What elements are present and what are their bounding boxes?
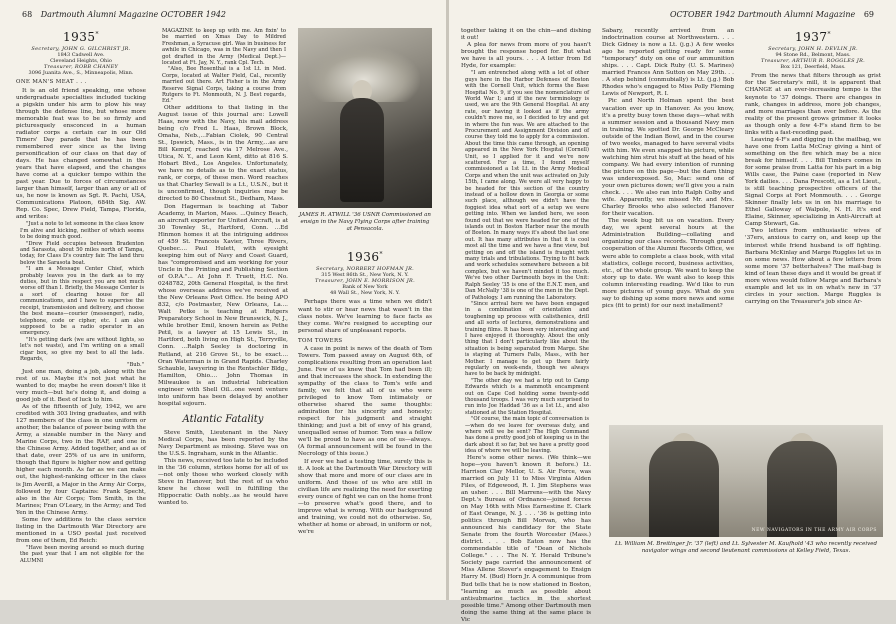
paragraph: Perhaps there was a time when we didn't want to stir or hear news that wasn't in the class notes. We've learning to face facts as they come. We're resigned to accepting our personal share of unpleasant reports. <box>298 299 432 334</box>
right-page-number: 69 <box>863 10 874 19</box>
quote-paragraph: "I am a Message Center Chief, which probably leaves you in the dark as to my duties, but in this respect you are not much worse off than I. Briefly, the Message Center is a sort of clearing house for all communications, and I have to supervise the receipt, transmission and delivery, and choose the best means—courier (messenger), radio, telephone, code or cipher, etc. I am also supposed to be a radio operator in an emergency. <box>20 266 144 337</box>
quote-paragraph: "Drew Field occupies between Bradenton and Sarasota, about 50 miles north of Tampa, today, for Class D's country fair. The land thru below the Sarasota boat. <box>20 240 144 266</box>
class-year-1935: 1935* <box>62 30 100 44</box>
quote-paragraph: "Just a note to let someone in the class know I'm alive and kicking, neither of which seems to be doing much good. <box>20 221 144 241</box>
class-officers-1935: Secretary, JOHN G. GILCHRIST JR. 1843 Cadwell Ave. Cleveland Heights, Ohio Treasurer, ROBB CHANEY 3096 Juanita Ave., S., Minneapolis, Minn. <box>28 46 134 77</box>
paragraph: Just one man, doing a job, along with the rest of us. Maybe it's not just what he wanted to do; maybe he even doesn't like it very much—but he's doing it, and doing a good job of it. Best of luck to him. <box>16 368 146 403</box>
paragraph: Here's some other news. (We think—we hope—you haven't known it before.) Lt. Harrison Clay Mellor, U. S. Air Force, was married on July 11 to Miss Virginia Alden Files, of Edgewood, R. I. Jim Stephens was an usher. . . . Bill Marrens—with the Navy Dept.'s Bureau of Ordnance—joined forces on May 16th with Miss Earnestine E. Clark of East Orange, N. J. . . . '36 is getting into politics through Bill Morvan, who has announced his candidacy for the State Senate from the fourth Worcester (Mass.) district. . . . Bob Eaton now has the commendable title of "Dean of Nichols College." . . . The N. Y. Herald Tribune's Society page carried the announcement of Miss Allene Stover's engagement to Ensign Harry M. (Bud) Horn Jr. A communique from Bud tells that he is now stationed in Boston, "learning as much as possible about antisubmarine tactics in the shortest possible time." Among other Dartmouth men doing the same thing at the same place is Vic <box>461 454 591 623</box>
paragraph: The week bug bit us on vacation. Every day, we spent several hours at the Administration Building—collating and organizing our class records. Through grand cooperation of the Alumni Records Office, we were able to complete a class book, with vital statistics, college record, business activities, etc., of the whole group. We want to keep the story up to date. We want also to keep this column interesting reading. We'd like to run more pictures of young guys. What do you say to dishing up some more news and some pics (fit to print) for our next installment? <box>602 218 734 309</box>
paragraph: together taking it on the chin—and dishing it out! <box>461 28 591 42</box>
paragraph: Don Hagerman is teaching at Tabor Academy, in Marion, Mass. ...Quincy Beach, an aircraft exporter for United Aircraft, is at 30 Townley St., Hartford, Conn. ...Ed Hinmon homes it at the intriguing address of 459 St. Francois Xavier, Three Rivers, Quebec.... Paul Hulett, with eyesight keeping him out of Navy and Coast Guard, has "compromised and am working for your Uncle in the Printing and Publishing Section of O.P.A."... At John F. Truett, H.C. No. 0248782, 20th General Hospital, is the first whose overseas address we've received at the New Orleans Post Office. He being APO 832, c/o Postmaster, New Orleans, La.... Walt Petke is teaching at Rutgers Preparatory School in New Brunswick, N. J., while brother Emil, known herein as Pethe Petil, is a lawyer at 15 Lewis St., in Hartford, both living on High St., Terryville, Conn. ...Ralph Seeley is doctoring in Rutland, at 216 Grove St., to be exact.... Oran Waterman is in Grand Rapids. Charley Schauble, lawyering in the Rentschler Bldg., Hamilton, Ohio.... John Thomas in Milwaukee is an industrial lubrication engineer with Shell Oil...one went venture into uniform has been delayed by another hospital sojourn. <box>158 203 288 407</box>
paragraph: A plea for news from more of you hasn't brought the response hoped for. But what we have is all yours. . . . A letter from Ed Hyde, for example: <box>461 42 591 70</box>
paragraph: Other additions to that listing in the August issue of this journal are: Lowell Haas, now with the Navy, his mail address being c/o Fred L. Haas, Brown Block, Omaha, Neb.,...Fabian Ciolek, 90 Central St., Ipswich, Mass., is in the Army,...as are Bill Kempf, reached via 17 Melrose Ave., Utica, N. Y., and Leon Kent, ditto at 816 S. Hobart Blvd., Los Angeles. Unfortunately, we have no details as to the exact status, rank, or corps, of these men. Word reaches us that Charley Sewall is a Lt., U.S.N., but it is unconfirmed, though inquiries may be directed to 80 Chestnut St., Dedham, Mass. <box>158 104 288 203</box>
right-page <box>449 0 896 623</box>
paragraph: If ever we had a testing time, surely this is it. A look at the Dartmouth War Directory will show that more and more of our class are in uniform. And those of us who are still in civilian life are realizing the need for exerting every ounce of fight we can on the home front—to preserve what's good there, and to improve what is wrong. With our background and training, we could not do otherwise. So, whether at home or abroad, in uniform or not, we're <box>298 458 432 535</box>
quote-paragraph: MAGAZINE to keep up with me. Am fixin' to be married on Xmas Day to Mildred Freshman, a Syracuse girl. Was in business for awhile in Chicago, was in the Navy and then I got drafted in the Army (Medical Dept.)—located at Ft. Jay, N. Y., rank Cpl. Tech. <box>162 28 286 67</box>
left-column-1 <box>16 28 146 594</box>
section-title-atlantic-fatality: Atlantic Fatality <box>182 413 264 425</box>
portrait-figure <box>340 98 384 202</box>
photo-new-navigators <box>609 425 883 537</box>
left-running-head <box>16 10 226 19</box>
right-running-head <box>670 10 880 19</box>
paragraph: It is an old friend speaking, one whose undergraduate specialties included tucking a pigskin under his arm to plow his way through the defense line, but whose more memorable feat was to be so firmly and picturesquely ensconced in a human radiator corps a certain car in our Old Timers' Day parade that he has been remembered ever since as the living personification of our class on that day of days. He has changed somewhat in the years that have elapsed, and the changes have come at a quicker tempo within the past year. Due to forces of circumstances larger than himself, larger than any or all of us, he now is known as Sgt. R. Pachi, USA, Communications Platoon, 684th Sig. AW. Rep. Co. Spec, Drew Field, Tampa, Florida, and writes: <box>16 87 146 221</box>
left-running-title: Dartmouth Alumni Magazine OCTOBER 1942 <box>40 10 227 19</box>
quote-paragraph: "Of course, the main topic of conversation is—when do we leave for overseas duty, and where will we be sent? The High Command has done a pretty good job of keeping us in the dark about it so far, but we have a pretty good idea of where we will be leaving. <box>465 416 589 455</box>
subhead-tom-towers: TOM TOWERS <box>298 337 343 344</box>
quote-paragraph: "The other day we had a trip out to Camp Edwards which is a mammoth encampment out on Cape Cod holding some twenty-odd thousand troops. I was very much surprised to run into Joe Haddad '36 as a 1st Lt., and also stationed at the Station Hospital. <box>465 377 589 416</box>
quote-paragraph: "Have been moving around so much during the past year that I am not eligible for the ALUMNI <box>20 544 144 564</box>
left-page <box>0 0 447 600</box>
paragraph: Some few additions to the class service listing in the Dartmouth War Directory are mentioned in a USO postal just received from one of them, Ed Reich: <box>16 516 146 544</box>
paragraph: A case in point is news of the death of Tom Towers. Tom passed away on August 6th, of complications resulting from an operation last June. Few of us knew that Tom had been ill; and that increases the shock. In extending the sympathy of the class to Tom's wife and family, we felt that all of us who were privileged to know Tom intimately or otherwise shared the same thoughts: admiration for his sincerity and honesty; respect for his judgment and straight thinking; and just a bit of envy of his grand, unequalled sense of humor. Tom was a fellow we'll be proud to have as one of us—always. (A formal announcement will be found in the Necrology of this issue.) <box>298 345 432 458</box>
portrait-figure-right <box>767 441 837 537</box>
paragraph: Sabary, recently arrived from an indoctrination course at Northwestern. . . . Dick Gidney is now a Lt. (j.g.) A few weeks ago he reported getting ready for some "temporary" duty on one of our ammunition ships. . . . Capt. Dick Ruby (U. S. Marines) married Frances Ann Sutton on May 29th. . . . A step behind (conmubially) is Lt. (j.g.) Bob Rhodes who's engaged to Miss Polly Fleming Lewis of Newport, R. I. <box>602 28 734 98</box>
class-year-1937: 1937* <box>794 30 832 44</box>
quote-paragraph: "I am entrenched along with a lot of other guys here in the Harbor Defenses of Boston with the Cornell Unit, which forms the Base Hospital No. 9, if you see the nomenclature of World War I; and if the new terminology is used, we are the 9th General Hospital. At any rate, our having it looked as if the army couldn't move me, so I decided to try and get in where the fun was. We are attached to the Procurement and Assignment Division and of course they told me to apply for a commission. About the time this came through, an opening appeared in the New York Hospital (Cornell) Unit, so I applied for it and we're now scattered. For a time, I found myself commissioned a 1st Lt. in the Army Medical Corps and when the unit was activated on July 15th, I came along. We were all very happy to be headed for this section of the country instead of a hollow down in Georgia or some such place, although we didn't have the foggiest idea what sort of a setup we were getting into. When we landed here, we soon found out that we were headed for one of the islands out in Boston Harbor near the mouth of Boston. In many ways it's about the last one out. It has many attributes in that it is cool most all the time and we have a fine view, but getting on and off the island is fraught with many trials and tribulations. Trying to fit back and work schedules somewhere between a bit complex, but we haven't minded it too much. We've two other Dartmouth boys in the Unit: Ralph Seeley '35 is one of the E.N.T. men, and Dan McNally '38 is one of the men in the Dept. of Pathology. I am running the Laboratory. <box>465 70 589 301</box>
left-column-2 <box>158 28 288 594</box>
photo-tag: NEW NAVIGATORS IN THE ARMY AIR CORPS <box>751 528 877 533</box>
quote-signature: "Bub." <box>127 362 144 369</box>
quote-paragraph: "Since arrival here we have been engaged in a combination of orientation and toughening up process with calisthenics, drill and all sorts of lectures, demonstrations and training films. It has been very interesting and I have enjoyed it thoroughly. About the only thing that I don't particularly like about the situation is being separated from Marge. She is staying at Turners Falls, Mass., with her Mother. I manage to get up there fairly regularly on week-ends, though we always have to be back by midnight. <box>465 300 589 378</box>
right-column-2 <box>602 28 734 418</box>
subhead-one-mans-meat: ONE MAN'S MEAT . . . <box>16 79 87 86</box>
photo-caption-atwill: JAMES R. ATWILL '36 USNR Commissioned an ensign in the Navy Flying Corps after training at Pensacola. <box>299 212 431 232</box>
paragraph: From the news that filters through as grist for the Secretary's mill, it is apparent that CHANGE at an ever-increasing tempo is the keynote to '37 doings. There are changes in rank, changes in address, more job changes, and more marriages than ever before. As the reality of the present grows grimmer it looks as though only a few 4-F's stand firm to be links with a fast-receding past. <box>745 73 881 136</box>
paragraph: Leaving 4-F's and digging in the mailbag, we have one from Latta McCray giving a hint of something on the fire which may be a nice break for himself. . . . Bill Timbers comes in for some praise from Latta for his part in a big Wills case, the Paine case (reported in New York dailies. . . . Dana Prescott, as a 1st Lieut., is still teaching prospective officers of the Signal Corps at Fort Monmouth. . . . George Skinner finally lets us in on his marriage to Ethel Galloway of Walpole, N. H. It's end Elaine, Skinner, specializing in Anti-Aircraft at Camp Stewart, Ga. <box>745 136 881 228</box>
right-running-title: OCTOBER 1942 Dartmouth Alumni Magazine <box>669 10 856 19</box>
paragraph: This news, received too late to be included in the '36 column, strikes home for all of us—not only those who worked closely with Steve in Hanover, but the rest of us who knew he chose well in fulfilling the Hippocratic Oath nobly...as he would have wanted to. <box>158 458 288 507</box>
class-year-1936: 1936* <box>346 250 384 264</box>
class-officers-1937: Secretary, JOHN H. DEVLIN JR. 94 Stone Rd., Belmont, Mass. Treasurer, ARTHUR R. ROGGLES JR. Box 121, Deerfield, Mass. <box>760 46 866 71</box>
photo-caption-navigators: Lt. William M. Breitinger Jr. '37 (left) and Lt. Sylvester M. Kaufhold '43 who recently received navigator wings and second lieutenant commissions at Kelley Field, Texas. <box>614 541 878 554</box>
right-column-3 <box>745 28 881 418</box>
quote-paragraph: "It's getting dark (we are without lights, so let's not waste), and I'm writing on a small cigar box, so give my best to all the lads. Regards, <box>20 336 144 362</box>
portrait-figure-left <box>649 441 719 537</box>
left-page-number: 68 <box>22 10 33 19</box>
left-column-3 <box>298 248 432 594</box>
photo-ensign-atwill <box>298 28 432 208</box>
quote-paragraph: "Also, Bee Rosenthal is a 1st Lt. in Med. Corps, located at Walter Field, Cal., recently married out there. Art Fisher is in the Army Reserve Signal Corps, taking a course from Rutgers to Ft. Monmouth, N. J. Best regards, Ed." <box>162 66 286 105</box>
paragraph: Pic and North Holman spent the best vacation ever up in Hanover. As you know, it's a pretty busy town these days—what with a summer session and a thousand Navy men in training. We spotted Dr. George McCleary outside of the Indian Bowl, and in the course of two weeks, managed to have several visits with him. We even snapped his picture, while watching him strut his stuff at the head of his company. We had every intention of running the picture on this page—but the darn thing was underexposed. So, Mac: send one of your own pictures down; we'll give you a rain check. . . . We also ran into Ralph Colby and wife. Apparently, we missed Mr. and Mrs. Charley Brooks who also selected Hanover for their vacation. <box>602 98 734 218</box>
right-column-1 <box>461 28 591 623</box>
class-officers-1936: Secretary, NORBERT HOFMAN JR. 315 West 86th St., New York, N. Y. Treasurer, JOHN E. MORRISON JR. Bank of New York 48 Wall St., New York, N. Y. <box>315 266 415 297</box>
paragraph: Two letters from enthusiastic wives of '37ers, anxious to carry on, and keep up the interest while friend husband is off fighting. Barbara McKinlay and Marge Ruggles let us in on some news. How about a few letters from some more '37 betterhalves? The mail-bag is kind of lean these days and it would be great if more wives would follow Marge and Barbara's example and let us in on what's new in '37 circles in your section. Marge Ruggles is carrying on the Treasurer's job since Ar- <box>745 228 881 305</box>
paragraph: Steve Smith, Lieutenant in the Navy Medical Corps, has been reported by the Navy Department as missing. Steve was on the U.S.S. Ingraham, sunk in the Atlantic. <box>158 429 288 458</box>
paragraph: As of the fifteenth of July, 1942, we are credited with 303 living graduates, and with 127 members of the class in one uniform or another, the balance of power being with the Army, a sizeable number in the Navy and Marine Corps, two in the RAF, and one in the Chinese Army. Added together, and as of that date, over 25% of us are in uniform, though that figure is higher now and getting higher each month. As far as we can make out, the highest-ranking officer in the class is Jim Averill, a Major in the Army Air Corps, followed by four Captains: Frank Specht, also in the Air Corps; Tom Smith, in the Marines; Fran O'Leary, in the Army; and Ted Yen in the Chinese Army. <box>16 403 146 516</box>
